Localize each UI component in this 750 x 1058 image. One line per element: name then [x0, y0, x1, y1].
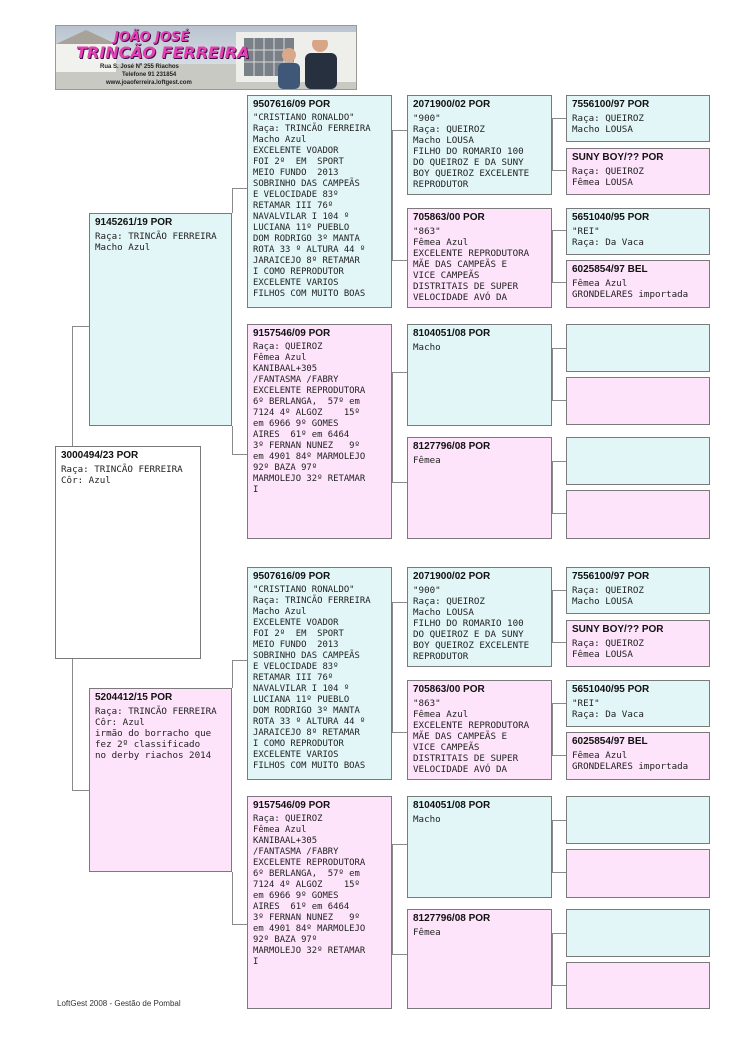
sire-sire-dam-details: "863" Fêmea Azul EXCELENTE REPRODUTORA MÃE DAS CAMPEÃS E VICE CAMPEÃS DISTRITAIS DE SUPER VELOCIDADE AVÓ DA	[413, 226, 530, 303]
bottom-gen4-details-2: Raça: QUEIROZ Fêmea LOUSA	[572, 638, 644, 660]
dam-sire-ring: 9507616/09 POR	[253, 571, 331, 582]
bottom-gen4-card-1[interactable]	[566, 567, 710, 614]
bottom-gen4-card-7[interactable]	[566, 909, 710, 957]
top-gen4-card-6[interactable]	[566, 377, 710, 425]
bottom-gen4-details-4: Fêmea Azul GRONDELARES importada	[572, 750, 689, 772]
dam-ring: 5204412/15 POR	[95, 692, 173, 703]
dam-dam-sire-details: Macho	[413, 814, 441, 825]
dam-dam-sire-card[interactable]	[407, 796, 552, 898]
dam-sire-card[interactable]	[247, 567, 392, 780]
dam-sire-dam-card[interactable]	[407, 680, 552, 780]
footer-text: LoftGest 2008 - Gestão de Pombal	[57, 999, 181, 1008]
header-title-line2: TRINCÃO FERREIRA	[76, 43, 250, 62]
bottom-gen4-ring-1: 7556100/97 POR	[572, 571, 650, 582]
top-gen4-details-2: Raça: QUEIROZ Fêmea LOUSA	[572, 166, 644, 188]
subject-details: Raça: TRINCÃO FERREIRA Côr: Azul	[61, 464, 183, 486]
top-gen4-ring-2: SUNY BOY/?? POR	[572, 152, 664, 163]
dam-sire-sire-card[interactable]	[407, 567, 552, 667]
dam-dam-dam-card[interactable]	[407, 909, 552, 1009]
dam-details: Raça: TRINCÃO FERREIRA Côr: Azul irmão do borracho que fez 2º classificado no derby riachos 2014	[95, 706, 217, 761]
bottom-gen4-ring-3: 5651040/95 POR	[572, 684, 650, 695]
sire-sire-card[interactable]	[247, 95, 392, 308]
bottom-gen4-card-8[interactable]	[566, 962, 710, 1009]
top-gen4-details-4: Fêmea Azul GRONDELARES importada	[572, 278, 689, 300]
sire-dam-sire-ring: 8104051/08 POR	[413, 328, 491, 339]
sire-dam-sire-card[interactable]	[407, 324, 552, 426]
top-gen4-ring-1: 7556100/97 POR	[572, 99, 650, 110]
sire-dam-dam-ring: 8127796/08 POR	[413, 441, 491, 452]
sire-dam-sire-details: Macho	[413, 342, 441, 353]
dam-dam-ring: 9157546/09 POR	[253, 800, 331, 811]
dam-sire-details: "CRISTIANO RONALDO" Raça: TRINCÃO FERREIRA Macho Azul EXCELENTE VOADOR FOI 2º EM SPORT MEIO FUNDO 2013 SOBRINHO DAS CAMPEÃS E VELOCIDADE 83º RETAMAR III 76º NAVALVILAR I 104 º LUCIANA 11º PUEBLO DOM RODRIGO 3º MANTA ROTA 33 º ALTURA 44 º JARAICEJO 8º RETAMAR I COMO REPRODUTOR EXCELENTE VARIOS FILHOS COM MUITO BOAS	[253, 585, 371, 771]
dam-sire-dam-details: "863" Fêmea Azul EXCELENTE REPRODUTORA MÃE DAS CAMPEÃS E VICE CAMPEÃS DISTRITAIS DE SUPER VELOCIDADE AVÓ DA	[413, 698, 530, 775]
top-gen4-card-5[interactable]	[566, 324, 710, 372]
top-gen4-ring-3: 5651040/95 POR	[572, 212, 650, 223]
top-gen4-card-1[interactable]	[566, 95, 710, 142]
top-gen4-details-3: "REI" Raça: Da Vaca	[572, 226, 644, 248]
dam-dam-details: Raça: QUEIROZ Fêmea Azul KANIBAAL+305 /FANTASMA /FABRY EXCELENTE REPRODUTORA 6º BERLANGA, 57º em 7124 4º ALGOZ 15º em 6966 9º GOMES AIRES 61º em 6464 3º FERNAN NUNEZ 9º em 4901 84º MARMOLEJO 92º BAZA 97º MARMOLEJO 32º RETAMAR I	[253, 814, 366, 967]
dam-sire-sire-details: "900" Raça: QUEIROZ Macho LOUSA FILHO DO ROMARIO 100 DO QUEIROZ E DA SUNY BOY QUEIROZ EXCELENTE REPRODUTOR	[413, 585, 530, 662]
bottom-gen4-ring-4: 6025854/97 BEL	[572, 736, 648, 747]
sire-dam-dam-card[interactable]	[407, 437, 552, 539]
header-title-line1: JOÃO JOSÉ	[114, 30, 190, 45]
header-banner	[55, 25, 357, 90]
bottom-gen4-card-4[interactable]	[566, 732, 710, 780]
sire-sire-dam-ring: 705863/00 POR	[413, 212, 485, 223]
subject-ring: 3000494/23 POR	[61, 450, 139, 461]
bottom-gen4-details-1: Raça: QUEIROZ Macho LOUSA	[572, 585, 644, 607]
dam-card[interactable]	[89, 688, 232, 872]
sire-sire-ring: 9507616/09 POR	[253, 99, 331, 110]
dam-dam-sire-ring: 8104051/08 POR	[413, 800, 491, 811]
bottom-gen4-card-6[interactable]	[566, 849, 710, 898]
sire-dam-dam-details: Fêmea	[413, 455, 441, 466]
top-gen4-details-1: Raça: QUEIROZ Macho LOUSA	[572, 113, 644, 135]
top-gen4-ring-4: 6025854/97 BEL	[572, 264, 648, 275]
dam-dam-dam-details: Fêmea	[413, 927, 441, 938]
bottom-gen4-ring-2: SUNY BOY/?? POR	[572, 624, 664, 635]
top-gen4-card-4[interactable]	[566, 260, 710, 308]
sire-card[interactable]	[89, 213, 232, 426]
sire-sire-sire-card[interactable]	[407, 95, 552, 195]
sire-dam-ring: 9157546/09 POR	[253, 328, 331, 339]
top-gen4-card-8[interactable]	[566, 490, 710, 539]
header-address: Rua S. José Nº 255 Riachos	[100, 64, 179, 70]
header-website: www.joaoferreira.loftgest.com	[106, 80, 192, 86]
dam-dam-card[interactable]	[247, 796, 392, 1009]
bottom-gen4-card-3[interactable]	[566, 680, 710, 727]
bottom-gen4-card-2[interactable]	[566, 620, 710, 667]
sire-sire-sire-ring: 2071900/02 POR	[413, 99, 491, 110]
bottom-gen4-card-5[interactable]	[566, 796, 710, 844]
dam-dam-dam-ring: 8127796/08 POR	[413, 913, 491, 924]
top-gen4-card-2[interactable]	[566, 148, 710, 195]
subject-card[interactable]	[55, 446, 201, 659]
sire-ring: 9145261/19 POR	[95, 217, 173, 228]
sire-details: Raça: TRINCÃO FERREIRA Macho Azul	[95, 231, 217, 253]
sire-sire-details: "CRISTIANO RONALDO" Raça: TRINCÃO FERREIRA Macho Azul EXCELENTE VOADOR FOI 2º EM SPORT MEIO FUNDO 2013 SOBRINHO DAS CAMPEÃS E VELOCIDADE 83º RETAMAR III 76º NAVALVILAR I 104 º LUCIANA 11º PUEBLO DOM RODRIGO 3º MANTA ROTA 33 º ALTURA 44 º JARAICEJO 8º RETAMAR I COMO REPRODUTOR EXCELENTE VARIOS FILHOS COM MUITO BOAS	[253, 113, 371, 299]
header-phone: Telefone 91 231854	[122, 72, 177, 78]
sire-dam-card[interactable]	[247, 324, 392, 539]
top-gen4-card-3[interactable]	[566, 208, 710, 255]
sire-sire-dam-card[interactable]	[407, 208, 552, 308]
sire-sire-sire-details: "900" Raça: QUEIROZ Macho LOUSA FILHO DO ROMARIO 100 DO QUEIROZ E DA SUNY BOY QUEIROZ EXCELENTE REPRODUTOR	[413, 113, 530, 190]
top-gen4-card-7[interactable]	[566, 437, 710, 485]
dam-sire-dam-ring: 705863/00 POR	[413, 684, 485, 695]
sire-dam-details: Raça: QUEIROZ Fêmea Azul KANIBAAL+305 /FANTASMA /FABRY EXCELENTE REPRODUTORA 6º BERLANGA, 57º em 7124 4º ALGOZ 15º em 6966 9º GOMES AIRES 61º em 6464 3º FERNAN NUNEZ 9º em 4901 84º MARMOLEJO 92º BAZA 97º MARMOLEJO 32º RETAMAR I	[253, 342, 366, 495]
bottom-gen4-details-3: "REI" Raça: Da Vaca	[572, 698, 644, 720]
dam-sire-sire-ring: 2071900/02 POR	[413, 571, 491, 582]
